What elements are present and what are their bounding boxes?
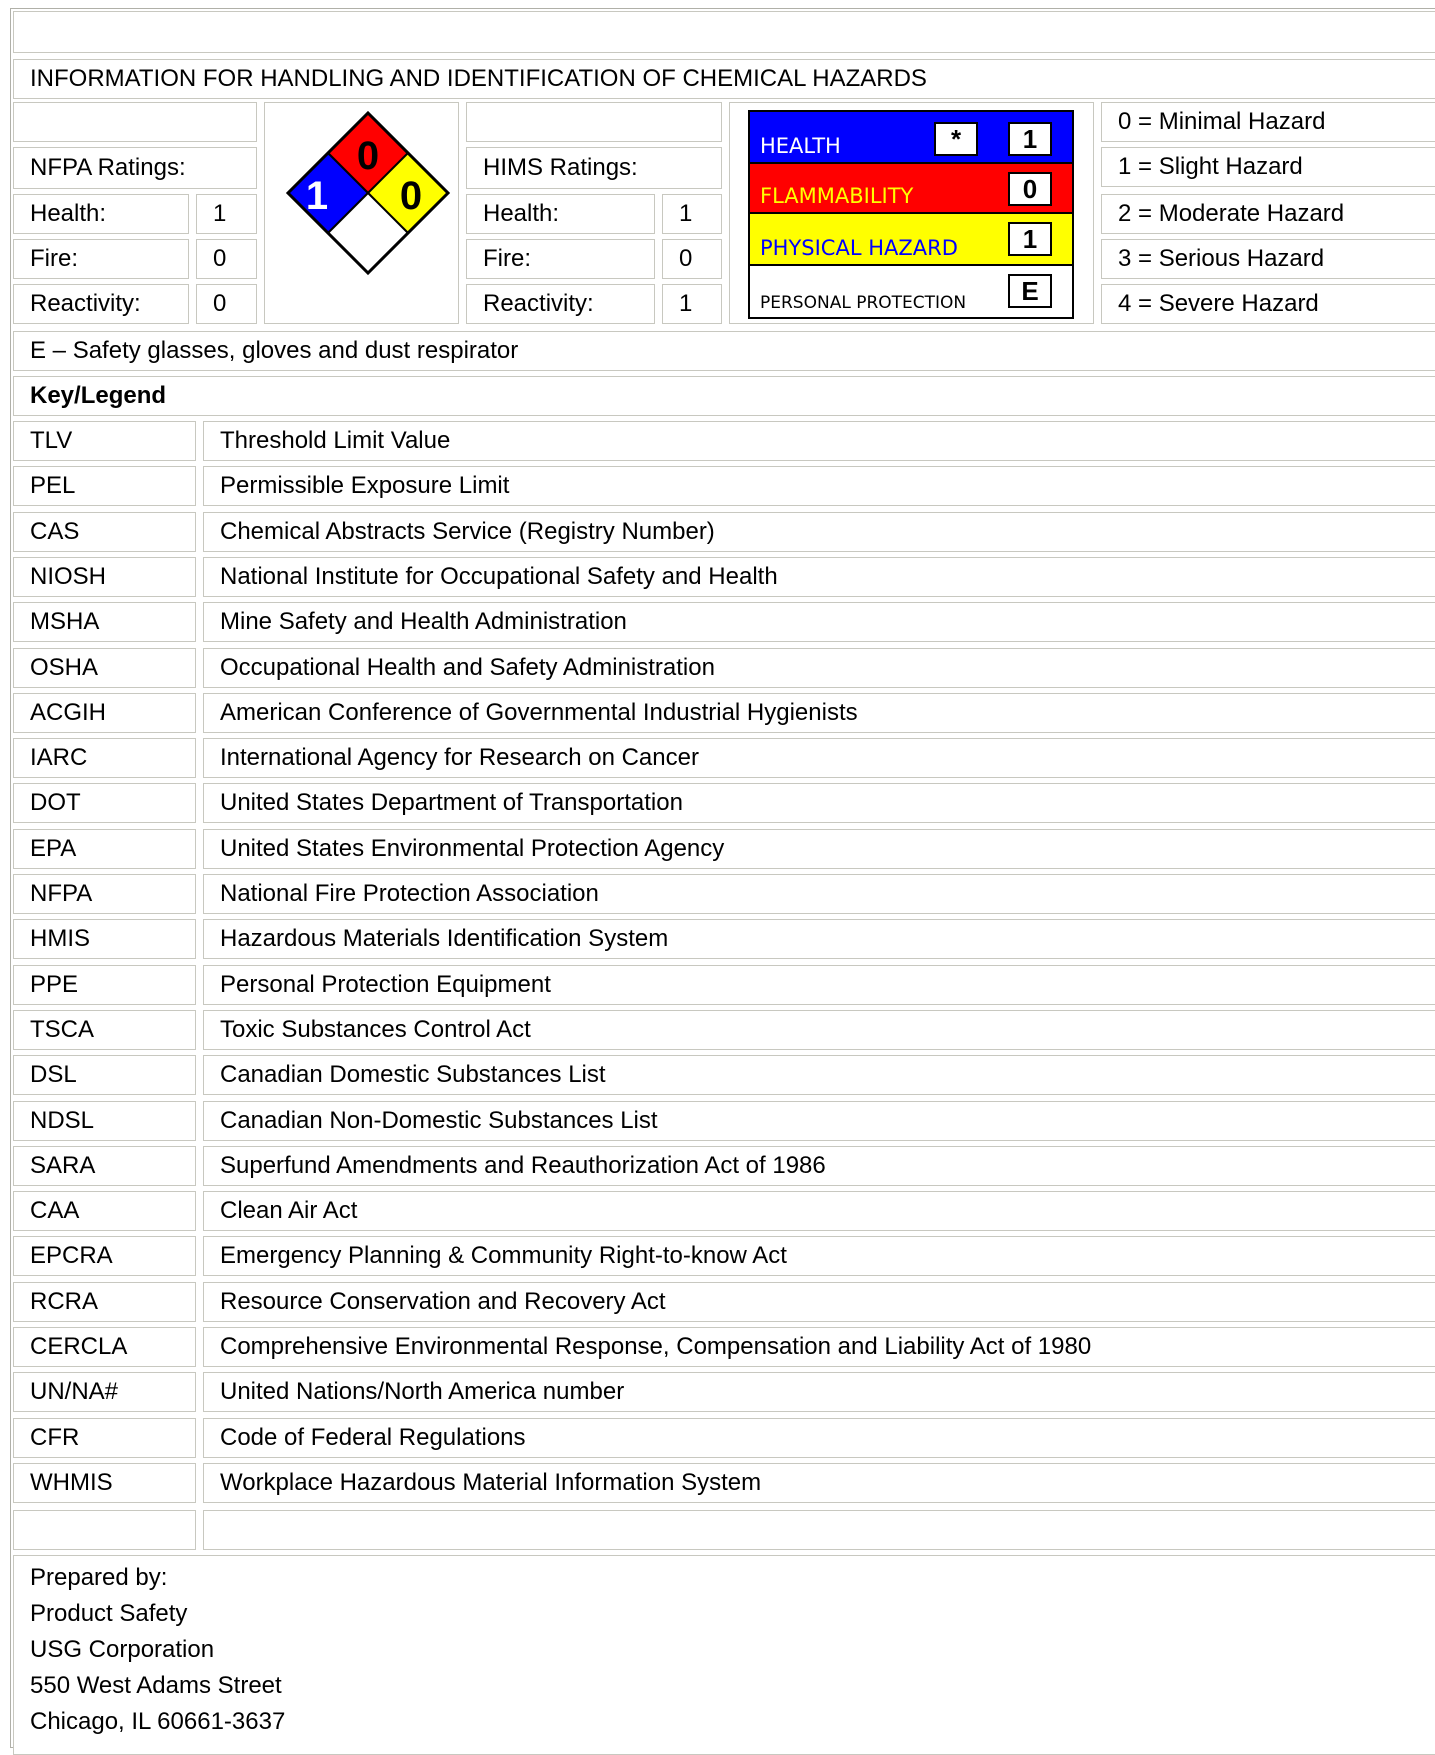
footer-line: Prepared by:: [30, 1564, 168, 1591]
hmis-flammability-label: FLAMMABILITY: [760, 184, 914, 208]
legend-meaning: National Fire Protection Association: [203, 874, 1435, 914]
legend-meaning: United Nations/North America number: [203, 1372, 1435, 1412]
legend-meaning: Personal Protection Equipment: [203, 965, 1435, 1005]
legend-meaning: Hazardous Materials Identification System: [203, 919, 1435, 959]
legend-abbr: ACGIH: [13, 693, 196, 733]
hims-fire-label: Fire:: [466, 239, 655, 279]
legend-abbr: IARC: [13, 738, 196, 778]
legend-abbr: EPA: [13, 829, 196, 869]
legend-meaning: Permissible Exposure Limit: [203, 466, 1435, 506]
legend-abbr: EPCRA: [13, 1236, 196, 1276]
hmis-ppe-value-box: E: [1008, 274, 1052, 308]
hmis-label: [748, 110, 1074, 319]
scale-item-1: 1 = Slight Hazard: [1101, 147, 1435, 187]
legend-abbr: CERCLA: [13, 1327, 196, 1367]
footer-line: Chicago, IL 60661-3637: [30, 1708, 286, 1735]
legend-meaning: American Conference of Governmental Industrial Hygienists: [203, 693, 1435, 733]
legend-abbr: MSHA: [13, 602, 196, 642]
legend-abbr: RCRA: [13, 1282, 196, 1322]
nfpa-fire-label: Fire:: [13, 239, 189, 279]
hmis-flammability-value-box: 0: [1008, 172, 1052, 206]
hmis-health-label: HEALTH: [760, 134, 841, 158]
hims-health-label: Health:: [466, 194, 655, 234]
legend-meaning: Canadian Domestic Substances List: [203, 1055, 1435, 1095]
scale-item-4: 4 = Severe Hazard: [1101, 284, 1435, 324]
scale-item-0: 0 = Minimal Hazard: [1101, 102, 1435, 142]
scale-item-2: 2 = Moderate Hazard: [1101, 194, 1435, 234]
legend-meaning: Resource Conservation and Recovery Act: [203, 1282, 1435, 1322]
legend-abbr: UN/NA#: [13, 1372, 196, 1412]
hims-reactivity-label: Reactivity:: [466, 284, 655, 324]
legend-meaning: Occupational Health and Safety Administration: [203, 648, 1435, 688]
nfpa-health-label: Health:: [13, 194, 189, 234]
legend-abbr: CFR: [13, 1418, 196, 1458]
legend-abbr: HMIS: [13, 919, 196, 959]
legend-meaning: International Agency for Research on Cancer: [203, 738, 1435, 778]
legend-meaning: Comprehensive Environmental Response, Compensation and Liability Act of 1980: [203, 1327, 1435, 1367]
legend-abbr: DSL: [13, 1055, 196, 1095]
nfpa-diamond-fire-value: 0: [356, 134, 380, 178]
nfpa-reactivity-label: Reactivity:: [13, 284, 189, 324]
nfpa-diamond-cell: [264, 102, 459, 324]
legend-meaning: Superfund Amendments and Reauthorization Act of 1986: [203, 1146, 1435, 1186]
legend-abbr: OSHA: [13, 648, 196, 688]
legend-abbr: WHMIS: [13, 1463, 196, 1503]
legend-abbr: CAA: [13, 1191, 196, 1231]
legend-abbr: TLV: [13, 421, 196, 461]
legend-abbr: NFPA: [13, 874, 196, 914]
legend-abbr: PEL: [13, 466, 196, 506]
legend-title: Key/Legend: [13, 376, 1435, 416]
legend-meaning: National Institute for Occupational Safety and Health: [203, 557, 1435, 597]
nfpa-fire-value: 0: [196, 239, 257, 279]
legend-abbr: NDSL: [13, 1101, 196, 1141]
legend-meaning: Workplace Hazardous Material Information System: [203, 1463, 1435, 1503]
footer-line: USG Corporation: [30, 1636, 215, 1663]
nfpa-health-value: 1: [196, 194, 257, 234]
hmis-physical-label: PHYSICAL HAZARD: [760, 236, 958, 260]
legend-abbr: PPE: [13, 965, 196, 1005]
legend-meaning: Threshold Limit Value: [203, 421, 1435, 461]
legend-meaning: Chemical Abstracts Service (Registry Number): [203, 512, 1435, 552]
legend-abbr: DOT: [13, 783, 196, 823]
legend-meaning: Mine Safety and Health Administration: [203, 602, 1435, 642]
nfpa-blank-cell: [13, 102, 257, 142]
hmis-health-value-box: 1: [1008, 122, 1052, 156]
hims-blank-cell: [466, 102, 722, 142]
nfpa-ratings-label: NFPA Ratings:: [13, 147, 257, 189]
legend-meaning: Canadian Non-Domestic Substances List: [203, 1101, 1435, 1141]
hims-ratings-label: HIMS Ratings:: [466, 147, 722, 189]
legend-abbr: SARA: [13, 1146, 196, 1186]
nfpa-diamond-health-value: 1: [305, 174, 329, 218]
nfpa-diamond-reactivity-value: 0: [399, 174, 423, 218]
footer-line: Product Safety: [30, 1600, 188, 1627]
legend-meaning: United States Department of Transportation: [203, 783, 1435, 823]
ppe-note: E – Safety glasses, gloves and dust respirator: [13, 331, 1435, 371]
nfpa-reactivity-value: 0: [196, 284, 257, 324]
footer-line: 550 West Adams Street: [30, 1672, 282, 1699]
hmis-ppe-label: PERSONAL PROTECTION: [760, 293, 967, 313]
hims-health-value: 1: [662, 194, 722, 234]
legend-meaning: Emergency Planning & Community Right-to-know Act: [203, 1236, 1435, 1276]
hims-reactivity-value: 1: [662, 284, 722, 324]
legend-abbr: NIOSH: [13, 557, 196, 597]
hmis-physical-value-box: 1: [1008, 222, 1052, 256]
legend-abbr: CAS: [13, 512, 196, 552]
legend-meaning: Code of Federal Regulations: [203, 1418, 1435, 1458]
top-blank-row: [13, 11, 1435, 53]
nfpa-diamond: [265, 103, 459, 324]
scale-item-3: 3 = Serious Hazard: [1101, 239, 1435, 279]
page-title: INFORMATION FOR HANDLING AND IDENTIFICATION OF CHEMICAL HAZARDS: [13, 59, 1435, 99]
legend-meaning: Toxic Substances Control Act: [203, 1010, 1435, 1050]
legend-abbr: TSCA: [13, 1010, 196, 1050]
hims-fire-value: 0: [662, 239, 722, 279]
prepared-by-block: [30, 1560, 285, 1740]
legend-meaning: United States Environmental Protection Agency: [203, 829, 1435, 869]
legend-blank-abbr: [13, 1510, 196, 1550]
legend-blank-meaning: [203, 1510, 1435, 1550]
legend-meaning: Clean Air Act: [203, 1191, 1435, 1231]
hmis-health-chronic-box: *: [934, 122, 978, 156]
